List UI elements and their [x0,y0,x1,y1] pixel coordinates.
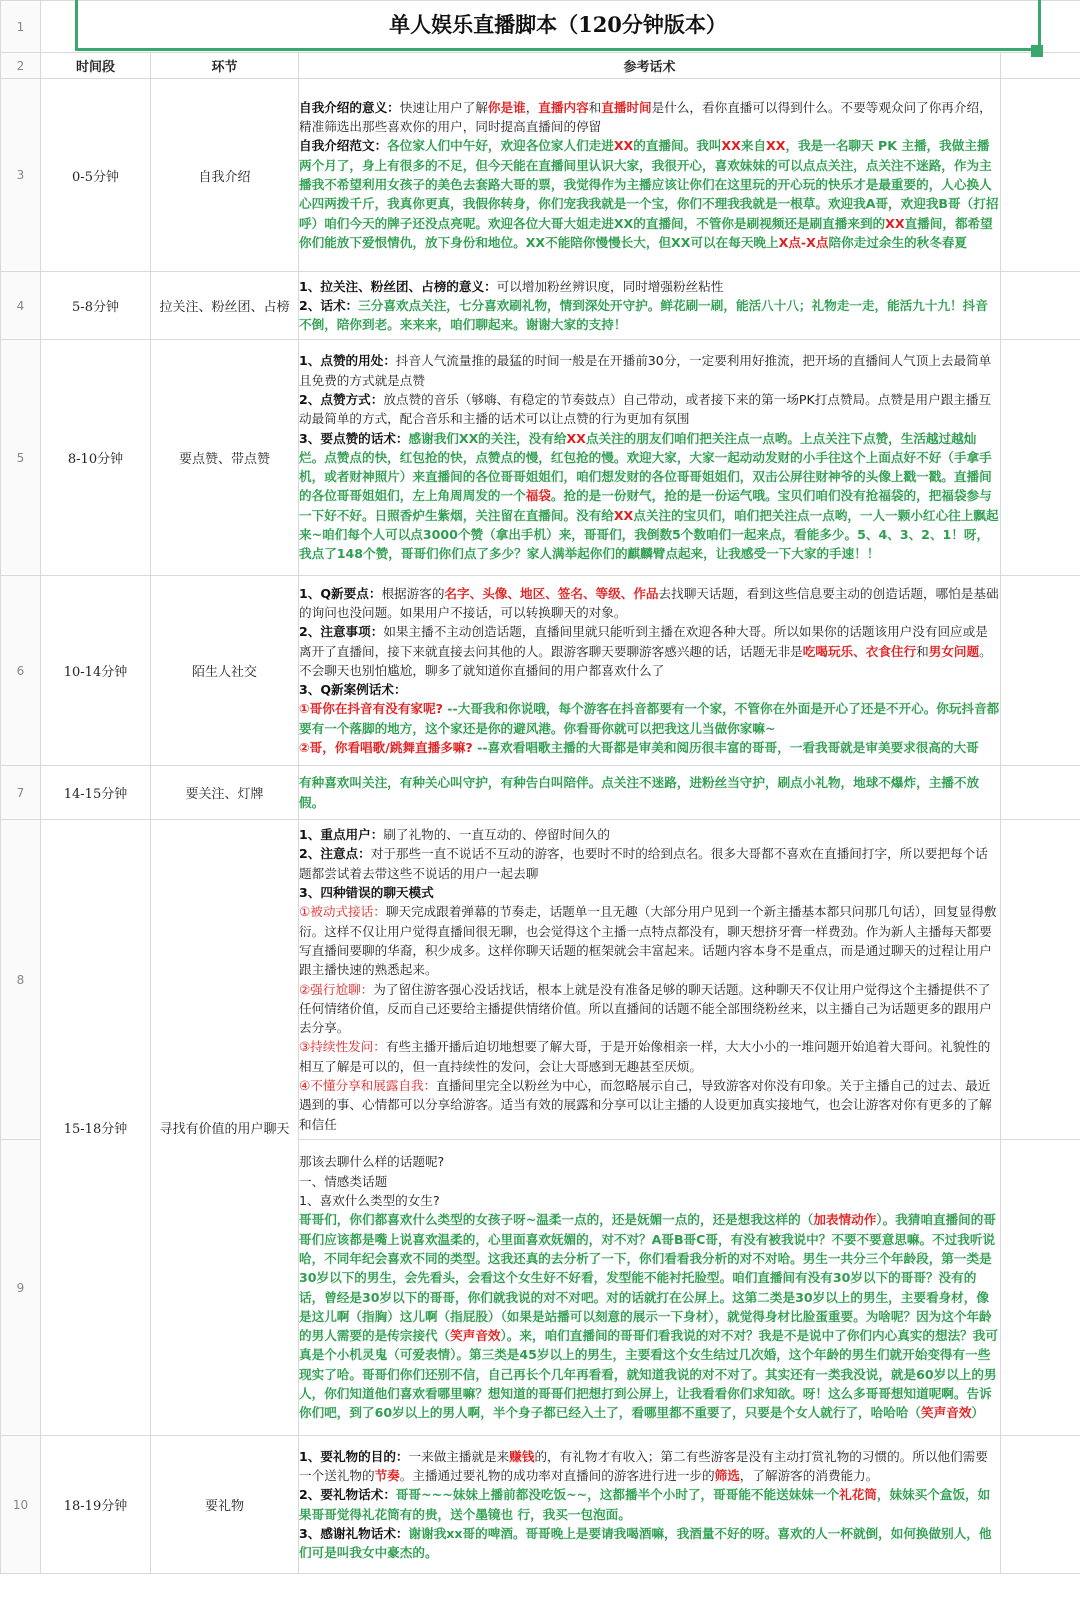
text: 根据游客的 [381,585,445,601]
text: 是什么，看你直播可以得到什么。不要等观众问了你再介绍，精准筛选出那些喜欢你的用户，同时提高直播间的停留 [299,99,992,135]
table-row [1,766,1080,820]
highlight: ①被动式接话： [299,904,386,920]
highlight: XX [885,215,905,231]
highlight: ②强行尬聊： [299,981,374,997]
script-paragraph [299,1172,1000,1191]
text: 谢谢我xx哥的啤酒。哥哥晚上是要请我喝酒嘛，我酒量不好的呀。喜欢的人一杯就倒，如何换做别人，他们可是叫我女中豪杰的。 [299,1525,992,1561]
row-number[interactable]: 8 [1,820,41,1140]
time-cell[interactable]: 5-8分钟 [41,272,151,340]
highlight: 福袋 [525,488,551,504]
script-paragraph [299,1037,1000,1076]
text: 点关注的宝贝们，咱们把关注点一点哟，一人一颗小红心往上飘起来~咱们每个人可以点3000个赞（拿出手机）来，哥哥们，我倒数5个数咱们一起来点，看能多少。5、4、3、2、1！呀，我点了148个赞，哥哥们你们点了多少？家人满举起你们的麒麟臂点起来，让我感受一下大家的手速！！ [299,507,999,562]
text: 的，有礼物才有收入；第二有些游客是没有主动打赏礼物的习惯的。所以他们需要一个送礼物的 [299,1448,988,1483]
script-paragraph [299,136,1000,252]
text: 为了留住游客强心没话找话，根本上就是没有准备足够的聊天话题。这种聊天不仅让用户觉得这个主播提供不了任何情绪价值，反而自己还要给主播提供情绪价值。所以直播间的话题不能全部围绕粉丝来，以主播自己为话题更多的跟用户去分享。 [299,981,992,1036]
text: 1、喜欢什么类型的女生? [299,1193,440,1209]
text: 直播间里完全以粉丝为中心，而忽略展示自己，导致游客对你没有印象。关于主播自己的过去、最近遇到的事、心情都可以分享给游客。适当有效的展露和分享可以让主播的人设更加真实接地气，也会让游客对你有更多的了解和信任 [299,1077,992,1132]
highlight: XX [766,138,786,154]
header-section[interactable]: 环节 [151,53,299,79]
selection-fill-handle[interactable] [1031,45,1043,57]
label: 1、重点用户： [299,827,384,843]
empty-cell[interactable] [1001,1140,1080,1436]
highlight: 加表情动作 [813,1212,877,1228]
empty-cell[interactable] [1001,576,1080,766]
script-paragraph [299,902,1000,979]
script-cell[interactable] [299,1140,1001,1436]
highlight: ④不懂分享和展露自我： [299,1077,437,1093]
highlight: ①哥你在抖音有没有家呢? [299,701,443,717]
text: 对于那些一直不说话不互动的游客，也要时不时的给到点名。很多大哥都不喜欢在直播间打字，所以要把每个话题都尝试着去带这些不说话的用户一起去聊 [299,846,988,881]
highlight: 笑声音效 [450,1328,501,1344]
row-number[interactable]: 3 [1,79,41,272]
section-cell[interactable]: 要关注、灯牌 [151,766,299,820]
section-cell[interactable]: 寻找有价值的用户聊天 [151,820,299,1436]
script-paragraph [299,773,1000,812]
row-number[interactable]: 7 [1,766,41,820]
script-paragraph [299,1191,1000,1210]
text: 陪你走过余生的秋冬春夏 [828,234,967,250]
text: 那该去聊什么样的话题呢? [299,1154,445,1170]
row-number[interactable]: 4 [1,272,41,340]
script-paragraph [299,429,1000,564]
script-cell[interactable] [299,79,1001,272]
label: 1、拉关注、粉丝团、占榜的意义： [299,278,497,294]
script-paragraph [299,98,1000,137]
header-row [1,53,1080,79]
title-row [1,1,1080,53]
highlight: 礼花筒 [839,1487,877,1503]
label: 自我介绍范文： [299,138,388,154]
text: 点关注的朋友们咱们把关注点一点哟。上点关注下点赞，生活越过越灿烂。点赞点的快，红包抢的快，点赞点的慢，红包抢的慢。欢迎大家，大家一起动动发财的小手往这个上面点好不好（手拿手机，或者财神照片）来直播间的各位哥哥姐姐们，咱们想发财的各位哥哥姐姐们，双击公屏往财神爷的头像上戳一戳。直播间的各位哥哥姐姐们，左上角周周发的一个 [299,430,992,504]
highlight: 吃喝玩乐、衣食住行 [802,643,917,659]
table-row [1,576,1080,766]
highlight: 你是谁 [487,99,526,115]
text: --喜欢看唱歌主播的大哥都是审美和阅历很丰富的哥哥，一看我哥就是审美要求很高的大哥 [472,740,979,756]
text: 聊天完成跟着弹幕的节奏走，话题单一且无趣（大部分用户见到一个新主播基本都只问那几句话），回复显得敷衍。这样不仅让用户觉得直播间很无聊，也会觉得这个主播一点特点都没有，聊天想挤牙膏一样费劲。作为新人主播每天都要写直播间要聊的华裔，积少成多。这样你聊天话题的框架就会丰富起来。话题内容本身不是重点，而是通过聊天的过程让用户跟主播快速的熟悉起来。 [299,904,997,978]
table-row [1,272,1080,340]
text: 抖音人气流量推的最猛的时间一般是在开播前30分，一定要利用好推流，把开场的直播间人气顶上去最简单且免费的方式就是点赞 [299,353,992,388]
highlight: 直播内容 [538,99,589,115]
row-number[interactable]: 2 [1,53,41,79]
text: 哥哥~~~妹妹上播前都没吃饭~~，这都播半个小时了，哥哥能不能送妹妹一个 [395,1487,840,1503]
highlight: XX [613,507,634,523]
script-paragraph [299,1210,1000,1422]
script-cell[interactable] [299,766,1001,820]
text: 直播间，都希望你们能放下爱恨情仇，放下身份和地位。XX不能陪你慢慢长大，但XX可以在每天晚上 [299,215,993,250]
text: 。不会聊天也别怕尴尬，聊多了就知道你直播间的用户都喜欢什么了 [299,643,992,678]
text: ） [971,1405,984,1421]
highlight: ③持续性发问： [299,1039,386,1055]
highlight: 笑声音效 [921,1405,972,1421]
empty-cell[interactable] [1001,272,1080,340]
section-cell[interactable]: 要点赞、带点赞 [151,340,299,576]
section-cell[interactable]: 自我介绍 [151,79,299,272]
label: 3、要点赞的话术： [299,430,409,446]
row-number[interactable]: 5 [1,340,41,576]
script-cell[interactable] [299,340,1001,576]
text: 可以增加粉丝辨识度，同时增强粉丝粘性 [496,278,724,294]
script-paragraph [299,296,1000,335]
label: 2、注意事项： [299,624,384,640]
script-cell[interactable] [299,820,1001,1140]
label: 自我介绍的意义： [299,99,400,115]
script-paragraph [299,1524,1000,1563]
script-paragraph [299,351,1000,390]
text: 哥哥们，你们都喜欢什么类型的女孩子呀~温柔一点的，还是妩媚一点的，还是想我这样的（ [299,1212,814,1228]
script-paragraph [299,277,1000,296]
script-paragraph [299,680,1000,699]
section-cell[interactable]: 要礼物 [151,1436,299,1574]
script-cell[interactable] [299,1436,1001,1574]
text: 和 [916,643,929,659]
time-cell[interactable]: 8-10分钟 [41,340,151,576]
script-paragraph [299,844,1000,883]
table-row [1,79,1080,272]
row-number[interactable]: 10 [1,1436,41,1574]
section-cell[interactable]: 拉关注、粉丝团、占榜 [151,272,299,340]
row-number[interactable]: 6 [1,576,41,766]
text: 。主播通过要礼物的成功率对直播间的游客进行进一步的 [399,1467,715,1483]
empty-cell[interactable] [1001,340,1080,576]
highlight: 直播时间 [601,99,652,115]
text: 一、情感类话题 [299,1173,388,1189]
text: 去找聊天话题，看到这些信息要主动的创造话题，哪怕是基础的询问也没问题。如果用户不接话，可以转换聊天的对象。 [299,585,999,620]
highlight: ②哥，你看唱歌/跳舞直播多嘛? [299,740,473,756]
row-number[interactable]: 9 [1,1140,41,1436]
label: 2、点赞方式： [299,391,384,407]
row-number[interactable]: 1 [1,1,41,53]
table-row [1,1436,1080,1574]
time-cell[interactable]: 14-15分钟 [41,766,151,820]
text: ， [525,99,539,115]
highlight: XX [566,430,586,446]
script-paragraph [299,584,1000,623]
highlight: 名字、头像、地区、签名、等级、作品 [444,585,659,601]
label: 3、感谢礼物话术： [299,1525,409,1541]
text: ，了解游客的消费能力。 [739,1467,879,1483]
time-cell[interactable]: 0-5分钟 [41,79,151,272]
highlight: 节奏 [374,1467,400,1483]
header-time[interactable]: 时间段 [41,53,151,79]
label: 3、四种错误的聊天模式 [299,885,434,901]
highlight: 筛选 [714,1467,740,1483]
text: --大哥我和你说哦，每个游客在抖音都要有一个家，不管你在外面是开心了还是不开心。你玩抖音都要有一个落脚的地方，这个家还是你的避风港。你看哥你就可以把我这儿当做你家嘛~ [299,701,1000,736]
text: 有种喜欢叫关注，有种关心叫守护，有种告白叫陪伴。点关注不迷路，进粉丝当守护，刷点小礼物，地球不爆炸，主播不放假。 [299,775,980,810]
time-cell[interactable]: 10-14分钟 [41,576,151,766]
time-cell[interactable]: 18-19分钟 [41,1436,151,1574]
sheet-title: 单人娱乐直播脚本（120分钟版本） [75,0,1041,51]
text: 感谢我们XX的关注，没有给 [408,430,567,446]
label: 2、要礼物话术： [299,1487,396,1503]
script-paragraph [299,390,1000,429]
highlight: 男女问题 [928,643,980,659]
script-paragraph [299,738,1000,757]
script-paragraph [299,883,1000,902]
text: 。抢的是一份财气，抢的是一份运气哦。宝贝们咱们没有抢福袋的，把福袋参与一下好不好。日照香炉生紫烟，关注留在直播间。没有给 [299,488,992,523]
highlight: XX [613,138,634,154]
empty-cell[interactable] [1001,820,1080,1140]
highlight: 赚钱 [509,1448,535,1464]
empty-cell[interactable] [1001,1436,1080,1574]
text: 三分喜欢点关注，七分喜欢刷礼物，情到深处开守护。鲜花刷一刷，能活八十八；礼物走一走，能活九十九！抖音不倒，陪你到老。来来来，咱们聊起来。谢谢大家的支持！ [299,297,988,333]
empty-cell[interactable] [1001,79,1080,272]
text: ，妹妹买个盒饭，如果哥哥觉得礼花筒有的贵，送个墨镜也 行，我买一包泡面。 [299,1487,991,1522]
label: 1、要礼物的目的： [299,1448,409,1464]
script-paragraph [299,1485,1000,1524]
title-cell[interactable] [41,1,1080,53]
text: ，我是一名聊天 PK 主播，我做主播两个月了，身上有很多的不足，但今天能在直播间里认识大家，我很开心，喜欢妹妹的可以点点关注，点关注不迷路，作为主播我不希望利用女孩子的美色去套路大哥的票，我觉得作为主播应该让你们在这里玩的开心玩的快乐才是最重要的，人心换人心四两拨千斤，我真你更真，我假你转身，你们宠我我就是一个宝，你们不理我我就是一根草。欢迎我A哥，欢迎我B哥（打招呼）咱们今天的牌子还没点亮呢。欢迎各位大哥大姐走进XX的直播间，不管你是刷视频还是刷直播来到的 [299,138,999,231]
script-paragraph [299,1076,1000,1134]
script-paragraph [299,1447,1000,1486]
text: 有些主播开播后迫切地想要了解大哥，于是开始像相亲一样，大大小小的一堆问题开始追着大哥问。礼貌性的相互了解是可以的，但一直持续性的发问，会让大哥感到无趣甚至厌烦。 [299,1039,991,1074]
label: 1、点赞的用处： [299,353,396,369]
label: 2、话术： [299,297,359,313]
label: 1、Q新要点： [299,585,382,601]
time-cell[interactable]: 15-18分钟 [41,820,151,1436]
script-paragraph [299,699,1000,738]
table-row [1,820,1080,1140]
script-paragraph [299,825,1000,844]
script-paragraph [299,980,1000,1038]
section-cell[interactable]: 陌生人社交 [151,576,299,766]
table-row [1,340,1080,576]
label: 3、Q新案例话术： [299,682,407,698]
text: 和 [588,99,602,115]
text: 一来做主播就是来 [408,1448,510,1464]
text: 的直播间。我叫 [633,138,722,154]
script-paragraph [299,622,1000,680]
text: 放点赞的音乐（够嗨、有稳定的节奏鼓点）自己带动，或者接下来的第一场PK打点赞局。点赞是用户跟主播互动最简单的方式，配合音乐和主播的话术可以让点赞的行为更加有氛围 [299,391,992,427]
header-script[interactable]: 参考话术 [299,53,1001,79]
script-cell[interactable] [299,272,1001,340]
text: ）。来，咱们直播间的哥哥们看我说的对不对？我是不是说中了你们内心真实的想法？我可真是个小机灵鬼（可爱表情）。第三类是45岁以上的男生，主要看这个女生结过几次婚，这个年龄的男生们就开始变得有一些现实了哈。哥哥们你们还别不信，自己再长个几年再看看，就知道我说的对不对了。其实还有一类我没说，就是60岁以上的男人，你们知道他们喜欢看哪里嘛？想知道的哥哥们把想打到公屏上，让我看看你们求知欲。呀！这么多哥哥想知道呢啊。告诉你们吧，到了60岁以上的男人啊，半个身子都已经入土了，看哪里都不重要了，只要是个女人就行了，哈哈哈（ [299,1328,998,1421]
text: 如果主播不主动创造话题，直播间里就只能听到主播在欢迎各种大哥。所以如果你的话题该用户没有回应或是离开了直播间，接下来就直接去问其他的人。跟游客聊天要聊游客感兴趣的话，话题无非是 [299,624,988,659]
highlight: X点-X点 [778,234,829,250]
text: 各位家人们中午好，欢迎各位家人们走进 [387,138,614,154]
script-paragraph [299,1152,1000,1171]
text: 来自 [740,138,767,154]
empty-cell[interactable] [1001,766,1080,820]
text: 快速让用户了解 [399,99,488,115]
script-cell[interactable] [299,576,1001,766]
text: ）。我猜咱直播间的哥哥们应该都是嘴上说喜欢温柔的，心里面喜欢妩媚的，对不对？A哥B哥C哥，有没有被我说中？不要不要意思嘛。不过我听说哈，不同年纪会喜欢不同的类型。这我还真的去分析了一下，你们看看我分析的对不对哈。男生一共分三个年龄段，第一类是30岁以下的男生，会先看头，会看这个女生好不好看，发型能不能衬托脸型。咱们直播间有没有30岁以下的哥哥？没有的话，曾经是30岁以下的哥哥，你们就我说的对不对吧。对的话就打在公屏上。这第二类是30岁以上的男生，主要看身材，像是这儿啊（指胸）这儿啊（指屁股）（如果是站播可以刻意的展示一下身材），就觉得身材比脸蛋重要。为啥呢？因为这个年龄的男人需要的是传宗接代（ [299,1212,996,1344]
text: 刷了礼物的、一直互动的、停留时间久的 [383,827,611,843]
highlight: XX [721,138,741,154]
label: 2、注意点： [299,846,371,862]
